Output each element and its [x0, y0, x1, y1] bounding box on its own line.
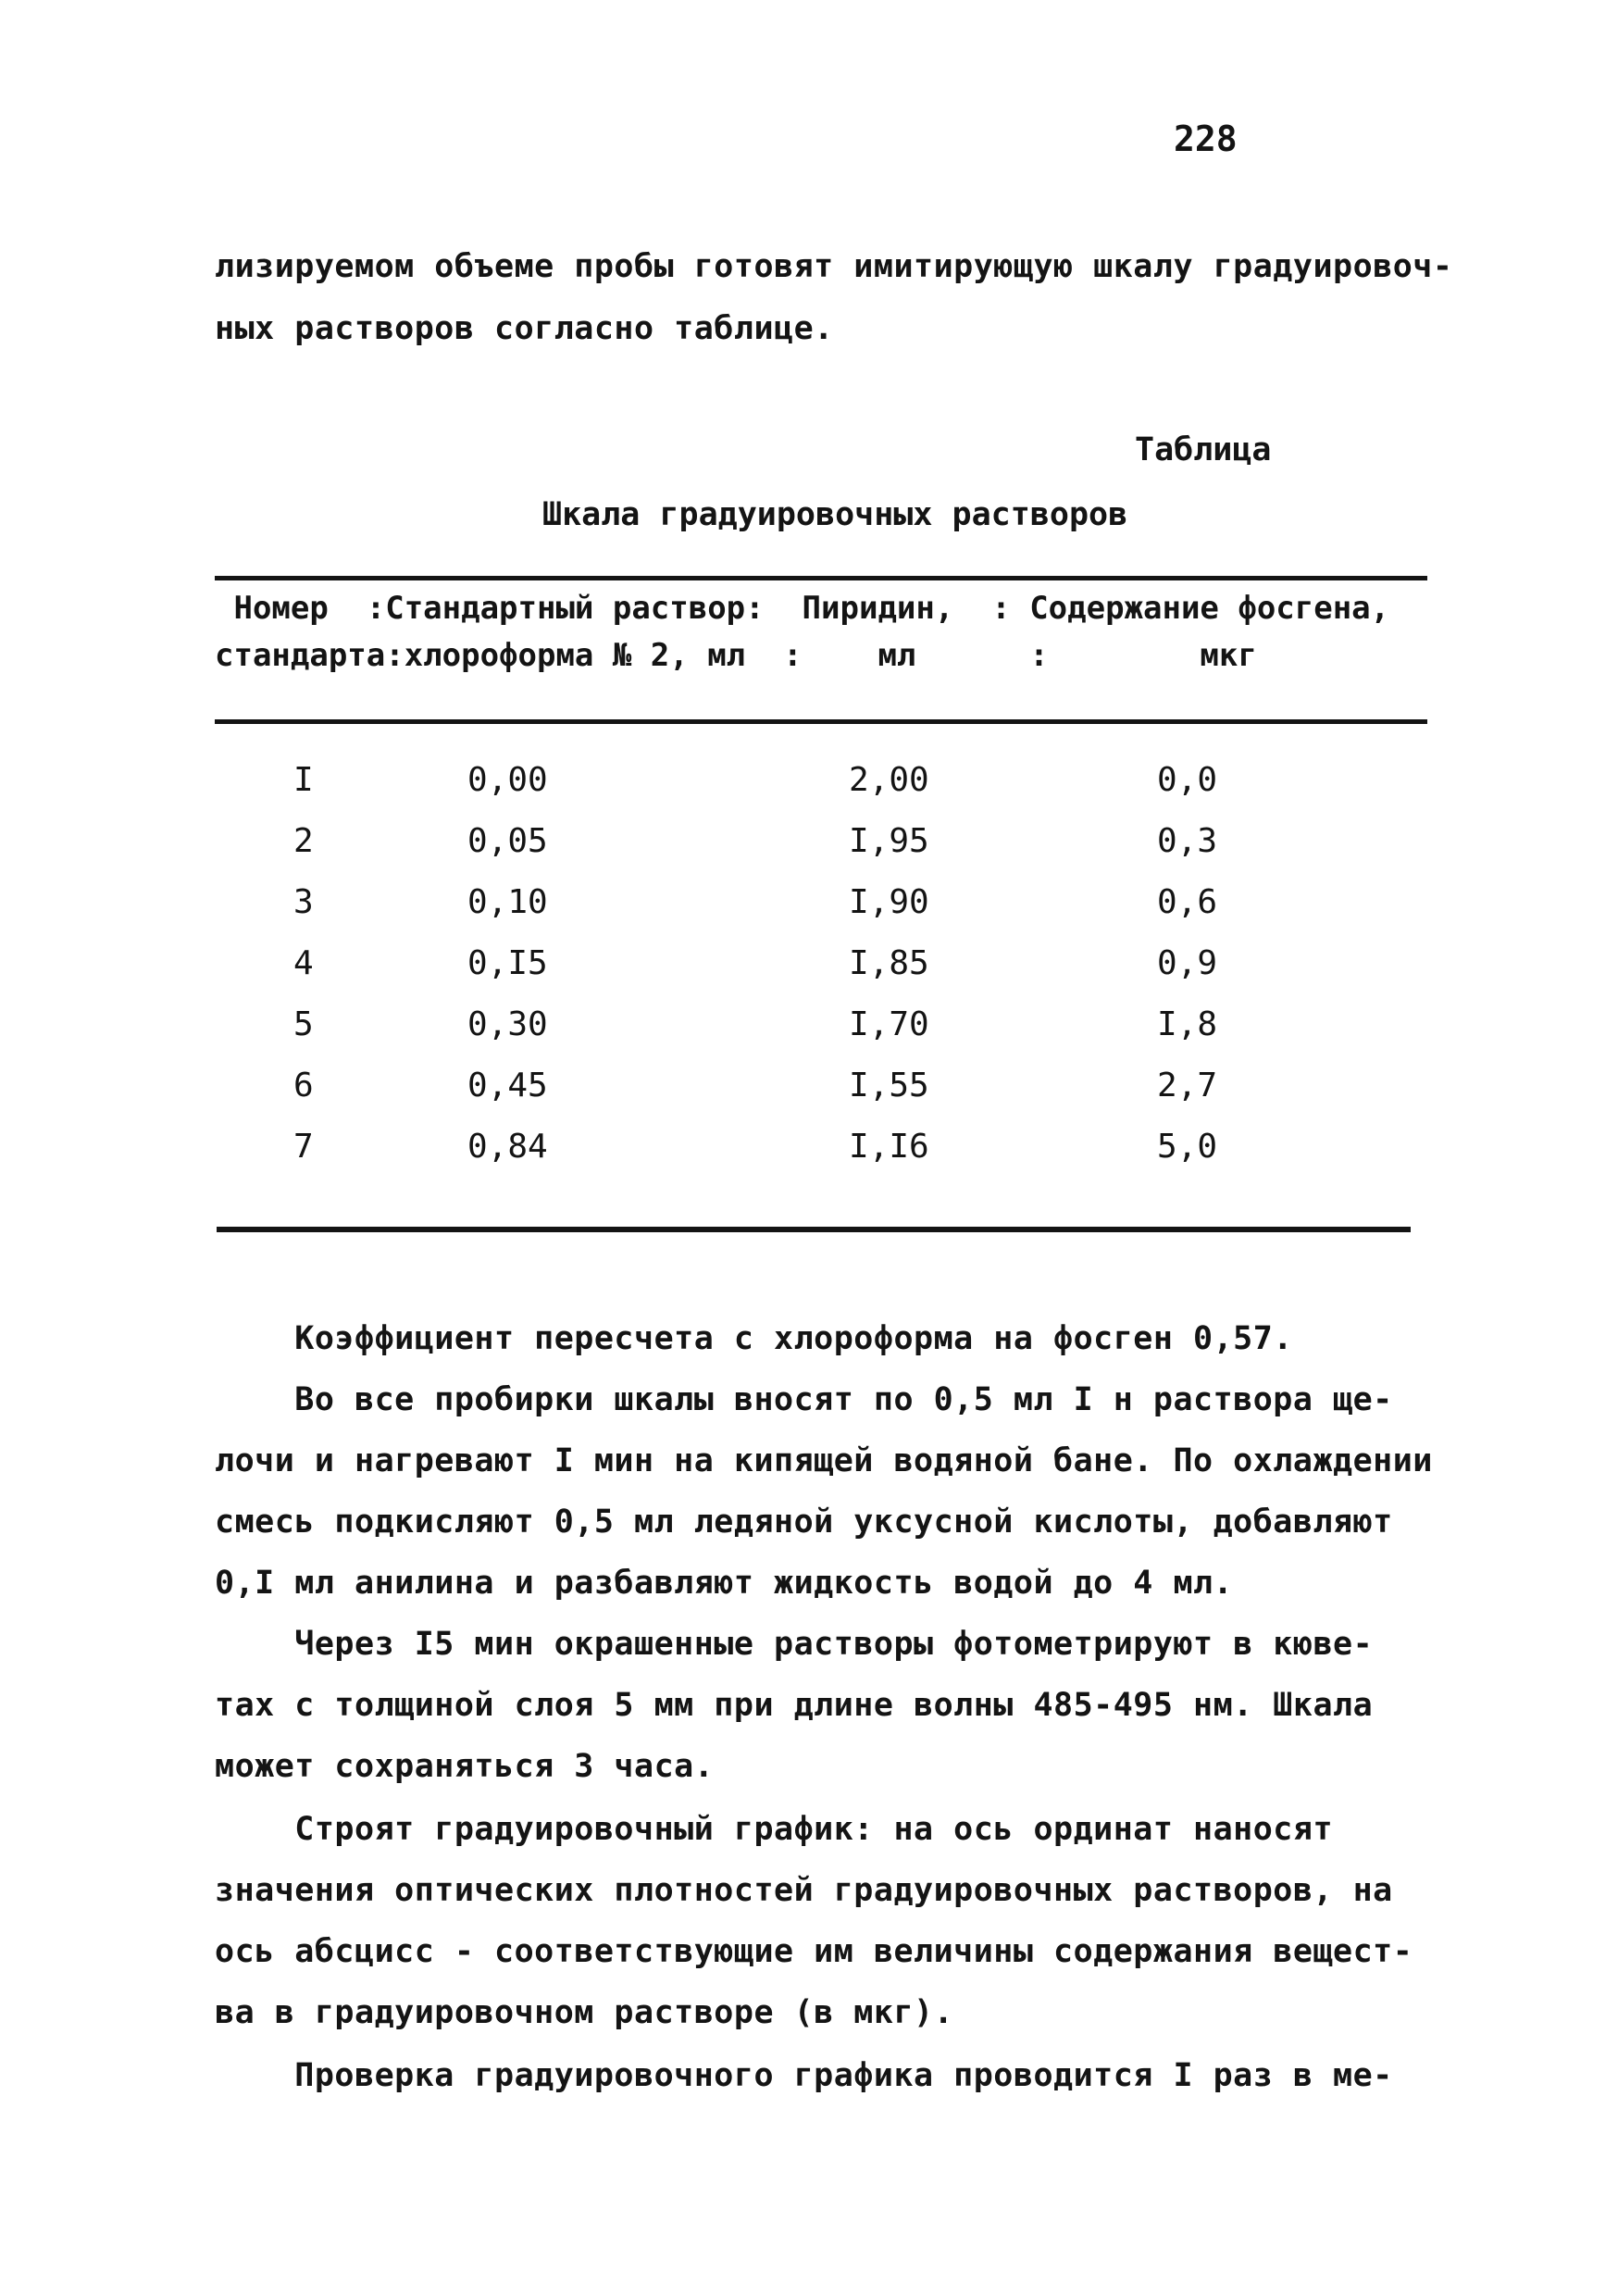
body-line: значения оптических плотностей градуировочных растворов, на	[215, 1872, 1393, 1909]
table-header-line: Номер :Стандартный раствор: Пиридин, : Содержание фосгена,	[215, 590, 1390, 627]
body-line: Строят градуировочный график: на ось ординат наносят	[215, 1811, 1334, 1848]
body-line: Через I5 мин окрашенные растворы фотометрируют в кюве-	[215, 1626, 1374, 1663]
cell-phosgene-content: 2,7	[1157, 1067, 1218, 1104]
cell-pyridine-volume: 2,00	[849, 761, 929, 799]
cell-standard-number: 5	[293, 1005, 314, 1043]
cell-phosgene-content: 0,9	[1157, 944, 1218, 982]
body-line: Коэффициент пересчета с хлороформа на фосген 0,57.	[215, 1320, 1293, 1357]
table-title: Шкала градуировочных растворов	[542, 496, 1128, 533]
cell-standard-number: I	[293, 761, 314, 799]
intro-line: лизируемом объеме пробы готовят имитирующую шкалу градуировоч-	[215, 248, 1453, 285]
body-line: лочи и нагревают I мин на кипящей водяной бане. По охлаждении	[215, 1442, 1433, 1479]
cell-phosgene-content: 5,0	[1157, 1128, 1218, 1166]
cell-pyridine-volume: I,55	[849, 1067, 929, 1104]
table-top-rule	[215, 576, 1427, 580]
cell-chloroform-volume: 0,I5	[467, 944, 548, 982]
body-line: может сохраняться 3 часа.	[215, 1748, 715, 1785]
cell-standard-number: 2	[293, 822, 314, 860]
intro-line: ных растворов согласно таблице.	[215, 310, 834, 347]
cell-phosgene-content: 0,6	[1157, 883, 1218, 921]
cell-phosgene-content: 0,3	[1157, 822, 1218, 860]
page-number: 228	[1174, 119, 1238, 159]
cell-pyridine-volume: I,95	[849, 822, 929, 860]
cell-phosgene-content: 0,0	[1157, 761, 1218, 799]
cell-pyridine-volume: I,90	[849, 883, 929, 921]
cell-pyridine-volume: I,85	[849, 944, 929, 982]
body-line: Проверка градуировочного графика проводится I раз в ме-	[215, 2057, 1393, 2094]
body-line: ва в градуировочном растворе (в мкг).	[215, 1994, 954, 2031]
table-label: Таблица	[1135, 431, 1272, 468]
cell-chloroform-volume: 0,10	[467, 883, 548, 921]
cell-chloroform-volume: 0,05	[467, 822, 548, 860]
cell-standard-number: 6	[293, 1067, 314, 1104]
body-line: ось абсцисс - соответствующие им величины содержания вещест-	[215, 1933, 1413, 1970]
table-bottom-rule	[217, 1227, 1411, 1232]
body-line: 0,I мл анилина и разбавляют жидкость водой до 4 мл.	[215, 1565, 1234, 1602]
cell-standard-number: 4	[293, 944, 314, 982]
cell-pyridine-volume: I,70	[849, 1005, 929, 1043]
cell-standard-number: 3	[293, 883, 314, 921]
cell-phosgene-content: I,8	[1157, 1005, 1218, 1043]
cell-chloroform-volume: 0,00	[467, 761, 548, 799]
table-header-rule	[215, 719, 1427, 724]
cell-chloroform-volume: 0,45	[467, 1067, 548, 1104]
cell-pyridine-volume: I,I6	[849, 1128, 929, 1166]
cell-chloroform-volume: 0,30	[467, 1005, 548, 1043]
table-header-line: стандарта:хлороформа № 2, мл : мл : мкг	[215, 637, 1257, 674]
body-line: смесь подкисляют 0,5 мл ледяной уксусной кислоты, добавляют	[215, 1504, 1393, 1541]
cell-standard-number: 7	[293, 1128, 314, 1166]
body-line: тах с толщиной слоя 5 мм при длине волны 485-495 нм. Шкала	[215, 1687, 1374, 1724]
body-line: Во все пробирки шкалы вносят по 0,5 мл I н раствора ще-	[215, 1381, 1393, 1418]
cell-chloroform-volume: 0,84	[467, 1128, 548, 1166]
